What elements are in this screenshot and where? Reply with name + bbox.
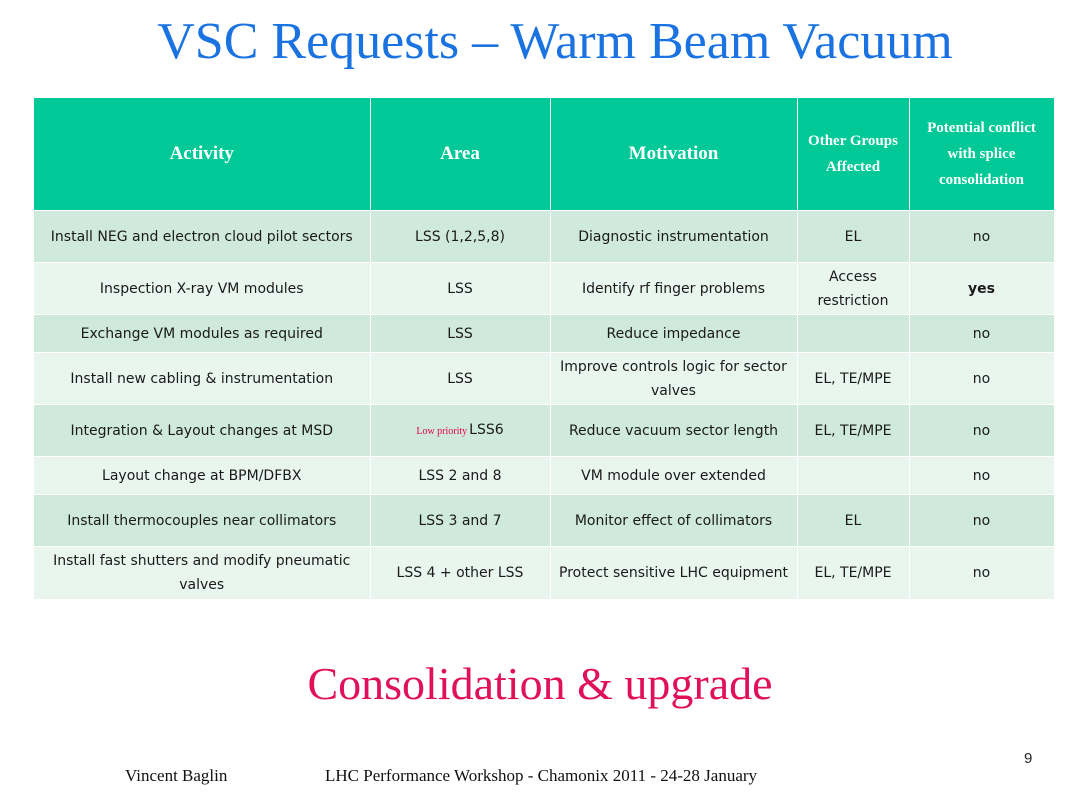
header-motivation: Motivation	[550, 98, 797, 211]
header-other-groups: Other Groups Affected	[797, 98, 909, 211]
cell-area-text: LSS6	[469, 421, 504, 438]
table-row	[34, 457, 1054, 495]
cell-area: LSS 3 and 7	[370, 495, 550, 547]
cell-area: LSS	[370, 263, 550, 315]
cell-motivation: Identify rf finger problems	[550, 263, 797, 315]
cell-area: LSS 4 + other LSS	[370, 547, 550, 599]
cell-activity: Install new cabling & instrumentation	[34, 353, 370, 405]
cell-activity: Integration & Layout changes at MSD	[34, 405, 370, 457]
cell-motivation: VM module over extended	[550, 457, 797, 495]
header-potential-conflict: Potential conflict with splice consolidation	[909, 98, 1054, 211]
cell-area: LSS 2 and 8	[370, 457, 550, 495]
footer-event: LHC Performance Workshop - Chamonix 2011 - 24-28 January	[325, 766, 758, 785]
cell-motivation: Improve controls logic for sector valves	[550, 353, 797, 405]
cell-conflict: no	[909, 315, 1054, 353]
cell-groups: EL, TE/MPE	[797, 547, 909, 599]
table-row	[34, 211, 1054, 263]
cell-motivation: Reduce vacuum sector length	[550, 405, 797, 457]
cell-groups: EL, TE/MPE	[797, 353, 909, 405]
table-row	[34, 353, 1054, 405]
table-row	[34, 263, 1054, 315]
cell-conflict: no	[909, 353, 1054, 405]
cell-area	[370, 405, 550, 457]
footer-author: Vincent Baglin	[125, 766, 228, 785]
cell-groups	[797, 315, 909, 353]
header-area: Area	[370, 98, 550, 211]
cell-motivation: Protect sensitive LHC equipment	[550, 547, 797, 599]
slide-title: VSC Requests – Warm Beam Vacuum	[157, 13, 953, 70]
header-activity: Activity	[34, 98, 370, 211]
table-row	[34, 547, 1054, 599]
cell-motivation: Diagnostic instrumentation	[550, 211, 797, 263]
page-number: 9	[1024, 750, 1033, 767]
cell-motivation: Monitor effect of collimators	[550, 495, 797, 547]
cell-conflict: no	[909, 457, 1054, 495]
cell-conflict: yes	[909, 263, 1054, 315]
cell-activity: Install fast shutters and modify pneumatic valves	[34, 547, 370, 599]
cell-motivation: Reduce impedance	[550, 315, 797, 353]
cell-groups: Access restriction	[797, 263, 909, 315]
cell-groups	[797, 457, 909, 495]
low-priority-note: Low priority	[416, 425, 468, 437]
slide-subtitle: Consolidation & upgrade	[307, 658, 773, 709]
cell-groups: EL	[797, 495, 909, 547]
cell-conflict: no	[909, 547, 1054, 599]
table-row	[34, 495, 1054, 547]
table-row	[34, 405, 1054, 457]
cell-activity: Install thermocouples near collimators	[34, 495, 370, 547]
table-row	[34, 315, 1054, 353]
cell-groups: EL, TE/MPE	[797, 405, 909, 457]
cell-area: LSS	[370, 353, 550, 405]
cell-area: LSS (1,2,5,8)	[370, 211, 550, 263]
cell-conflict: no	[909, 211, 1054, 263]
cell-activity: Exchange VM modules as required	[34, 315, 370, 353]
cell-conflict: no	[909, 495, 1054, 547]
cell-conflict: no	[909, 405, 1054, 457]
cell-activity: Install NEG and electron cloud pilot sectors	[34, 211, 370, 263]
cell-groups: EL	[797, 211, 909, 263]
cell-activity: Layout change at BPM/DFBX	[34, 457, 370, 495]
cell-area: LSS	[370, 315, 550, 353]
header-row	[34, 98, 1054, 211]
cell-activity: Inspection X-ray VM modules	[34, 263, 370, 315]
requests-table	[34, 98, 1055, 599]
